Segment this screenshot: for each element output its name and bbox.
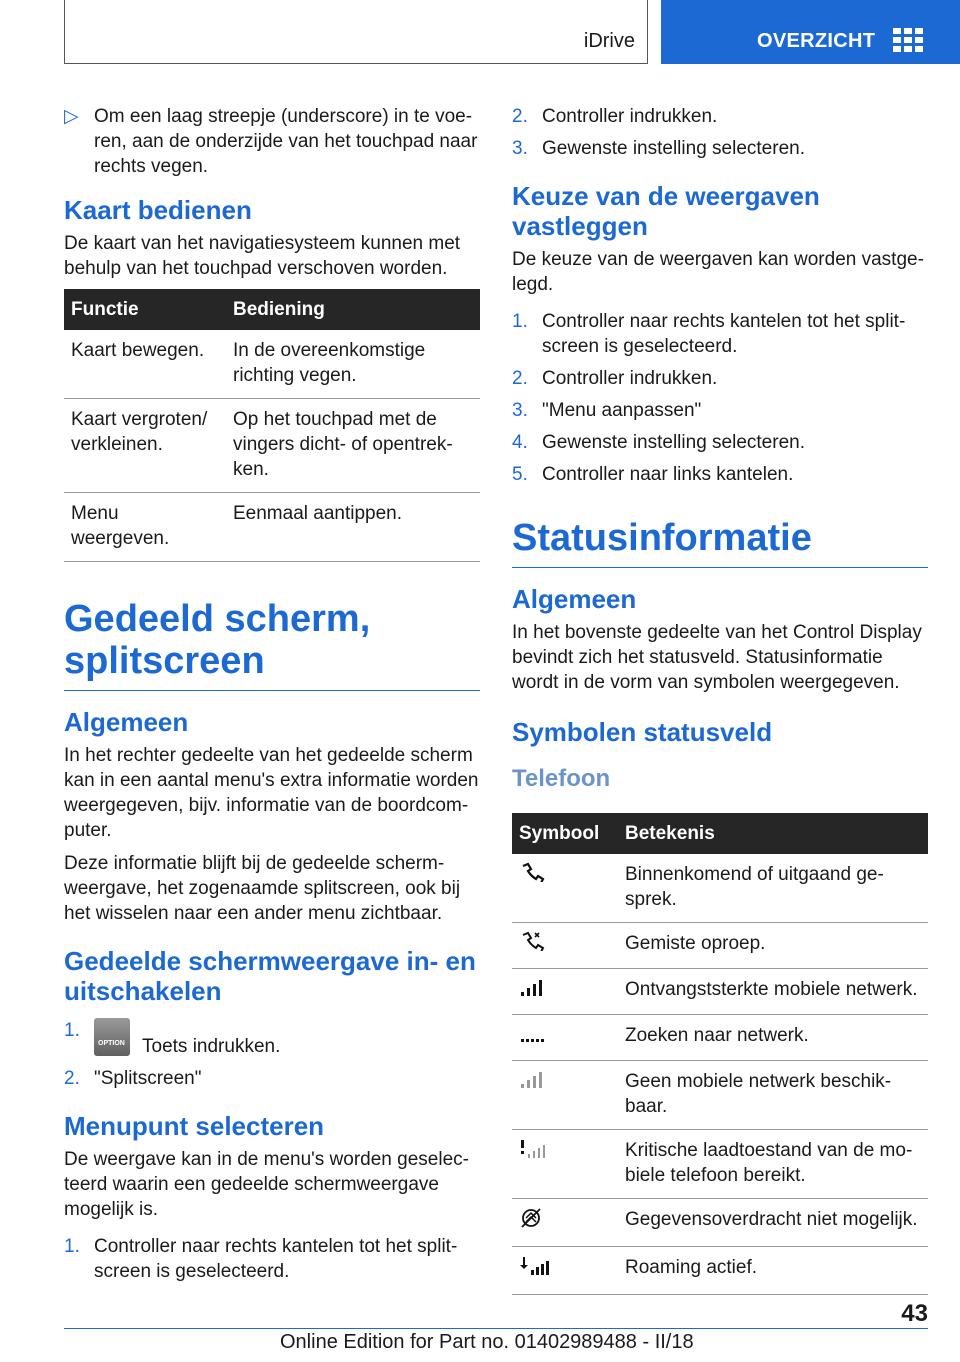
symbol-table (512, 813, 928, 1295)
table-row (64, 330, 480, 399)
keuze-heading: Keuze van de weergaven vastleggen (512, 181, 820, 241)
table-cell: Gemiste oproep. (618, 923, 928, 969)
table-row (512, 923, 928, 969)
telefoon-heading: Telefoon (512, 765, 611, 792)
roaming-icon (512, 1247, 618, 1295)
kaart-heading: Kaart bedienen (64, 195, 252, 225)
list-item (512, 309, 928, 359)
network-search-icon (512, 1015, 618, 1061)
table-cell: Eenmaal aantippen. (226, 493, 480, 562)
list-item (512, 366, 928, 391)
list-item (512, 398, 928, 423)
table-row (512, 1061, 928, 1130)
symbolen-heading: Symbolen statusveld (512, 717, 773, 747)
signal-strength-icon (512, 969, 618, 1015)
status-algemeen-text: In het bovenste gedeelte van het Control Display bevindt zich het statusveld. Statusinformatie wordt in de vorm van symbolen weergegeven. (512, 622, 922, 693)
section-title: iDrive (583, 30, 635, 52)
overview-tab-label: OVERZICHT (757, 30, 876, 52)
table-cell: Menu weergeven. (64, 493, 226, 562)
table-cell: In de overeenkomstige richting vegen. (226, 330, 480, 399)
step-number: 5. (512, 464, 528, 485)
table-cell: Binnenkomend of uitgaand ge-sprek. (618, 854, 928, 923)
step-text: Controller naar rechts kantelen tot het split-screen is geselecteerd. (94, 1236, 458, 1282)
kaart-table (64, 289, 480, 562)
algemeen-text-1: In het rechter gedeelte van het gedeelde scherm kan in een aantal menu's extra informatie worden weergegeven, bijv. informatie van de boordcom-puter. (64, 745, 479, 841)
right-column (512, 104, 928, 1305)
table-row (512, 969, 928, 1015)
list-item (512, 136, 928, 161)
table-row (512, 1199, 928, 1247)
table-row (512, 1130, 928, 1199)
table-cell: Gegevensoverdracht niet mogelijk. (618, 1199, 928, 1247)
table-cell: Ontvangststerkte mobiele netwerk. (618, 969, 928, 1015)
table-row (512, 1247, 928, 1295)
step-number: 2. (512, 368, 528, 389)
step-text: "Splitscreen" (94, 1068, 202, 1089)
table-header-betekenis: Betekenis (618, 813, 928, 854)
step-number: 1. (512, 311, 528, 332)
header-box (64, 0, 648, 64)
step-text: Gewenste instelling selecteren. (542, 432, 805, 453)
table-header-functie: Functie (64, 289, 226, 330)
step-number: 1. (64, 1236, 80, 1257)
phone-call-icon (512, 854, 618, 923)
no-network-icon (512, 1061, 618, 1130)
list-item (512, 430, 928, 455)
step-text: Controller naar links kantelen. (542, 464, 794, 485)
table-cell: Kritische laadtoestand van de mo-biele telefoon bereikt. (618, 1130, 928, 1199)
grid-icon (893, 28, 923, 52)
low-battery-icon (512, 1130, 618, 1199)
table-row (512, 854, 928, 923)
table-header-symbool: Symbool (512, 813, 618, 854)
triangle-bullet-icon: ▷ (64, 106, 79, 127)
left-column (64, 104, 480, 1291)
step-text: Gewenste instelling selecteren. (542, 138, 805, 159)
bullet-text: Om een laag streepje (underscore) in te voe-ren, aan de onderzijde van het touchpad naar rechts vegen. (94, 106, 478, 177)
table-row (512, 1015, 928, 1061)
list-item (512, 462, 928, 487)
step-text: Controller indrukken. (542, 106, 718, 127)
menu-text: De weergave kan in de menu's worden geselec-teerd waarin een gedeelde schermweergave mogelijk is. (64, 1149, 469, 1220)
list-item (512, 104, 928, 129)
step-text: Toets indrukken. (142, 1036, 281, 1057)
table-cell: Kaart vergroten/ verkleinen. (64, 399, 226, 493)
table-header-bediening: Bediening (226, 289, 480, 330)
page-number: 43 (901, 1300, 928, 1327)
algemeen-heading: Algemeen (64, 707, 189, 737)
step-number: 4. (512, 432, 528, 453)
footer-divider (64, 1328, 928, 1329)
split-title: Gedeeld scherm, splitscreen (64, 598, 480, 691)
table-cell: Op het touchpad met de vingers dicht- of opentrek-ken. (226, 399, 480, 493)
missed-call-icon (512, 923, 618, 969)
table-cell: Geen mobiele netwerk beschik-baar. (618, 1061, 928, 1130)
list-item (64, 1066, 480, 1091)
table-cell: Zoeken naar netwerk. (618, 1015, 928, 1061)
step-text: Controller naar rechts kantelen tot het split-screen is geselecteerd. (542, 311, 906, 357)
table-row (64, 399, 480, 493)
overview-tab[interactable] (661, 0, 960, 64)
footer-edition: Online Edition for Part no. 01402989488 - II/18 (280, 1331, 694, 1353)
step-number: 2. (64, 1068, 80, 1089)
list-item (64, 1234, 480, 1284)
table-cell: Kaart bewegen. (64, 330, 226, 399)
onoff-heading: Gedeelde schermweergave in- en uitschakelen (64, 946, 476, 1006)
status-title: Statusinformatie (512, 517, 928, 568)
keuze-text: De keuze van de weergaven kan worden vastge-legd. (512, 249, 924, 295)
no-data-icon (512, 1199, 618, 1247)
bullet-item (64, 104, 480, 179)
step-number: 2. (512, 106, 528, 127)
step-number: 3. (512, 138, 528, 159)
algemeen-text-2: Deze informatie blijft bij de gedeelde scherm-weergave, het zogenaamde splitscreen, ook bij het wisselen naar een ander menu zichtbaar. (64, 853, 461, 924)
option-button-label: OPTION (98, 1040, 125, 1047)
step-text: "Menu aanpassen" (542, 400, 702, 421)
step-number: 3. (512, 400, 528, 421)
option-button-icon (94, 1018, 130, 1056)
menu-heading: Menupunt selecteren (64, 1111, 325, 1141)
list-item (64, 1018, 480, 1059)
table-cell: Roaming actief. (618, 1247, 928, 1295)
kaart-text: De kaart van het navigatiesysteem kunnen met behulp van het touchpad verschoven worden. (64, 233, 461, 279)
status-algemeen-heading: Algemeen (512, 584, 637, 614)
table-row (64, 493, 480, 562)
step-text: Controller indrukken. (542, 368, 718, 389)
step-number: 1. (64, 1020, 80, 1041)
